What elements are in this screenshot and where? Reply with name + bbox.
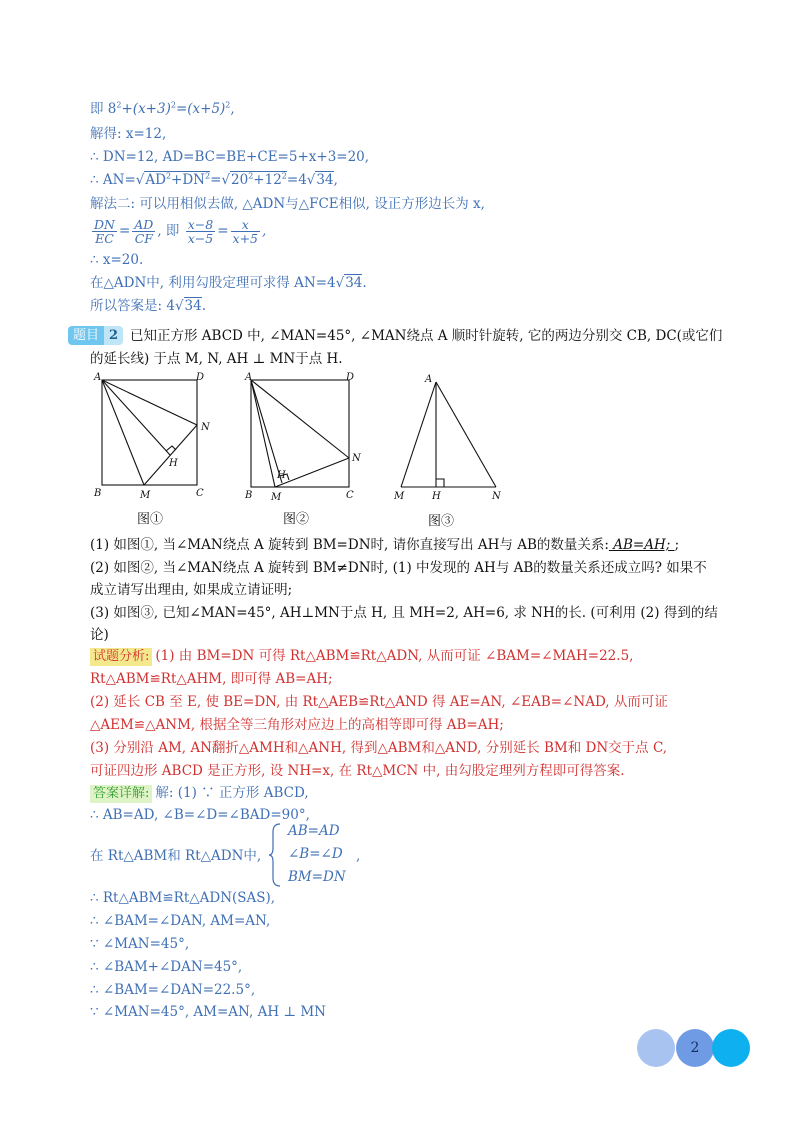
fig2-square [251, 380, 349, 487]
sol-line-7: ∴ x=20. [90, 252, 144, 268]
fig2-label-A: A [245, 372, 253, 383]
fig3-label-N: N [492, 491, 501, 502]
fig3-label-M: M [394, 491, 405, 502]
question-line-2: 的延长线) 于点 M, N, AH ⊥ MN于点 H. [90, 351, 343, 367]
question-badge: 题目 2 [68, 326, 123, 345]
figure-1-caption: 图① [137, 512, 164, 527]
question-part-3b: 论) [90, 627, 109, 643]
fig1-label-A: A [94, 372, 102, 383]
fig1-line-AN [102, 380, 197, 425]
answer-line-9: ∵ ∠MAN=45°, AM=AN, AH ⊥ MN [90, 1004, 326, 1020]
fig3-line-AN [436, 382, 496, 487]
fig1-label-B: B [94, 488, 102, 499]
fig1-label-M: M [140, 490, 151, 501]
question-part-2a: (2) 如图②, 当∠MAN绕点 A 旋转到 BM≠DN时, (1) 中发现的 AH与 AB的数量关系还成立吗? 如果不 [90, 560, 707, 576]
fig2-label-D: D [346, 372, 355, 383]
answer-line-1: 答案详解: 解: (1) ∵ 正方形 ABCD, [90, 784, 309, 803]
figure-2 [240, 370, 370, 510]
fig1-label-H: H [169, 458, 178, 469]
question-part-2b: 成立请写出理由, 如果成立请证明; [90, 582, 293, 598]
sol-line-9: 所以答案是: 4√34. [90, 298, 207, 314]
answer-system-eq-1: AB=AD [288, 823, 340, 839]
figure-1 [92, 370, 222, 510]
answer-line-4: ∴ Rt△ABM≌Rt△ADN(SAS), [90, 890, 276, 906]
fig1-line-AM [102, 380, 144, 485]
answer-tag: 答案详解: [90, 785, 152, 803]
fig3-label-H: H [432, 491, 441, 502]
answer-system-eq-2: ∠B=∠D [288, 846, 343, 862]
page-decor-circle-left [637, 1029, 675, 1067]
analysis-line-1: 试题分析: (1) 由 BM=DN 可得 Rt△ABM≌Rt△ADN, 从而可证 ∠BAM=∠MAH=22.5, [90, 647, 633, 666]
question-part-1: (1) 如图①, 当∠MAN绕点 A 旋转到 BM=DN时, 请你直接写出 AH与 AB的数量关系: AB=AH; ; [90, 537, 680, 553]
fig1-line-AH [102, 380, 170, 455]
answer-line-6: ∵ ∠MAN=45°, [90, 936, 190, 952]
sol-line-3: ∴ DN=12, AD=BC=BE+CE=5+x+3=20, [90, 149, 370, 165]
answer-line-8: ∴ ∠BAM=∠DAN=22.5°, [90, 982, 256, 998]
question-line-1: 已知正方形 ABCD 中, ∠MAN=45°, ∠MAN绕点 A 顺时针旋转, 它的两边分别交 CB, DC(或它们 [130, 328, 723, 344]
fig3-label-A: A [425, 374, 433, 385]
analysis-tag: 试题分析: [90, 648, 152, 666]
figure-3-caption: 图③ [428, 514, 455, 529]
fig1-label-C: C [196, 488, 204, 499]
fig2-label-B: B [245, 490, 253, 501]
fig1-line-MN [144, 425, 197, 485]
analysis-line-4: △AEM≌△ANM, 根据全等三角形对应边上的高相等即可得 AB=AH; [90, 717, 504, 733]
figure-2-caption: 图② [283, 512, 310, 527]
analysis-line-5: (3) 分别沿 AM, AN翻折△AMH和△ANH, 得到△ABM和△AND, 分别延长 BM和 DN交于点 C, [90, 740, 668, 756]
fig2-label-M: M [271, 492, 282, 503]
sol-line-5: 解法二: 可以用相似去做, △ADN与△FCE相似, 设正方形边长为 x, [90, 196, 485, 212]
fig2-label-N: N [352, 453, 361, 464]
sol-line-1: 即 $8^2+(x+3)^2=(x+5)^2$, [90, 100, 235, 117]
answer-system-comma: , [356, 848, 361, 864]
analysis-line-3: (2) 延长 CB 至 E, 使 BE=DN, 由 Rt△AEB≌Rt△AND 得 AE=AN, ∠EAB=∠NAD, 从而可证 [90, 694, 668, 710]
sol-line-2: 解得: x=12, [90, 126, 167, 142]
fig3-line-AM [401, 382, 436, 487]
answer-system-eq-3: BM=DN [288, 869, 346, 885]
figure-3 [390, 370, 515, 510]
fig1-label-D: D [196, 372, 205, 383]
answer-line-7: ∴ ∠BAM+∠DAN=45°, [90, 959, 243, 975]
page-number: 2 [676, 1029, 714, 1067]
answer-line-5: ∴ ∠BAM=∠DAN, AM=AN, [90, 913, 271, 929]
page-decor-circle-right [712, 1029, 750, 1067]
fig2-line-MN [275, 458, 349, 487]
fig2-label-C: C [346, 490, 354, 501]
answer-line-3: 在 Rt△ABM和 Rt△ADN中, [90, 848, 262, 864]
analysis-line-2: Rt△ABM≌Rt△AHM, 即可得 AB=AH; [90, 671, 333, 687]
fig2-label-H: H [277, 470, 286, 481]
fig3-right-angle [436, 479, 444, 487]
question-part-3a: (3) 如图③, 已知∠MAN=45°, AH⊥MN于点 H, 且 MH=2, AH=6, 求 NH的长. (可利用 (2) 得到的结 [90, 605, 718, 621]
sol-line-6: $\frac{DN}{EC}$ = $\frac{AD}{CF}$ , 即 $\frac{x-8}{x-5}$ = $\frac{x}{x+5}$ , [94, 217, 267, 246]
fig2-line-AH [251, 380, 282, 483]
answer-line-2: ∴ AB=AD, ∠B=∠D=∠BAD=90°, [90, 807, 310, 823]
fig1-label-N: N [201, 422, 210, 433]
answer-system-brace [268, 822, 284, 888]
sol-line-4: ∴ $AN=√AD^2+DN^2=√20^2+12^2=4√34$, [90, 171, 338, 188]
analysis-line-6: 可证四边形 ABCD 是正方形, 设 NH=x, 在 Rt△MCN 中, 由勾股定理列方程即可得答案. [90, 763, 625, 779]
sol-line-8: 在△ADN中, 利用勾股定理可求得 AN=4√34. [90, 275, 367, 291]
